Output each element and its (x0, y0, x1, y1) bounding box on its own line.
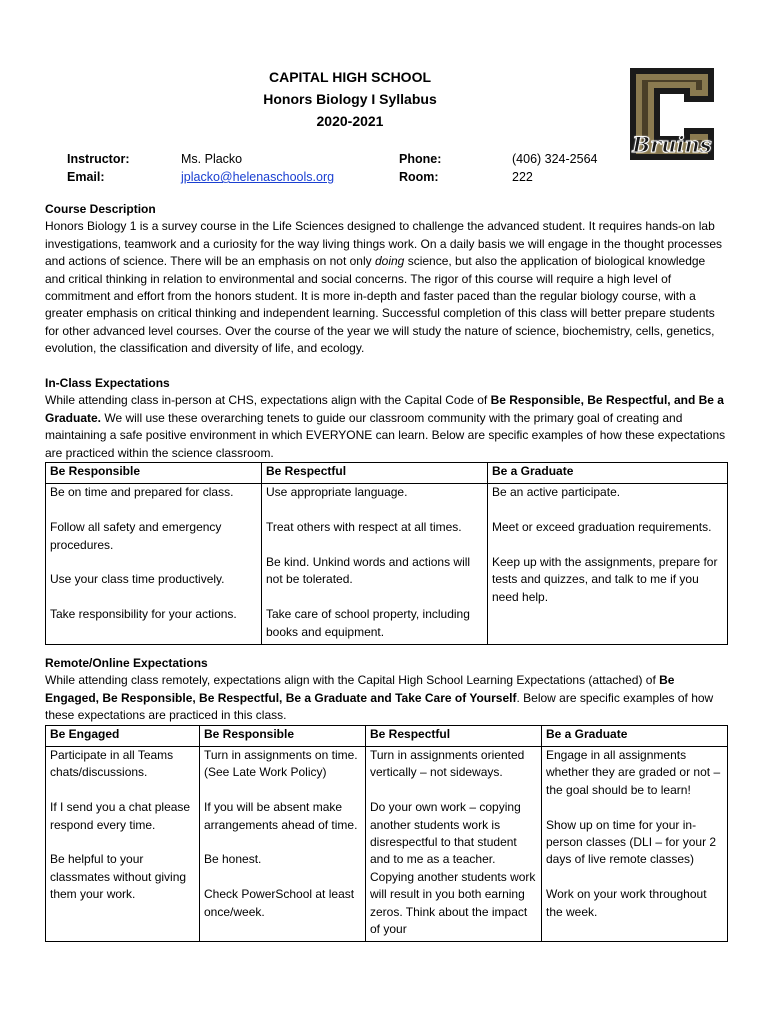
cell-text: If I send you a chat please respond every time. (50, 800, 191, 832)
bruins-logo (622, 62, 722, 164)
document-header (0, 66, 700, 132)
col-header: Be a Graduate (488, 463, 728, 484)
phone-value-col (512, 150, 597, 186)
cell-text: Be honest. (204, 852, 262, 867)
cell-text: If you will be absent make arrangements ahead of time. (204, 800, 358, 832)
be-a-graduate-cell (542, 747, 728, 942)
be-responsible-cell (46, 484, 262, 645)
remote-heading: Remote/Online Expectations (45, 656, 208, 670)
cell-text: Be kind. Unkind words and actions will not be tolerated. (266, 555, 471, 587)
instructor-name: Ms. Placko (181, 152, 243, 166)
in-class-section (45, 375, 727, 645)
course-description-section (45, 201, 727, 358)
be-respectful-cell (262, 484, 488, 645)
remote-intro: While attending class remotely, expectations align with the Capital High School Learning Expectations (attached) of Be Engaged, Be Responsible, Be Respectful, Be a Graduate and Take Care of Yourself. Below are specific examples of how these expectations are practiced in this class. (45, 673, 714, 723)
col-header: Be Responsible (200, 725, 366, 746)
remote-section (45, 655, 727, 942)
in-class-table (45, 462, 728, 645)
email-label: Email: (67, 170, 105, 184)
school-name: CAPITAL HIGH SCHOOL (268, 69, 432, 85)
course-description-heading: Course Description (45, 202, 156, 216)
cell-text: Use appropriate language. (266, 485, 408, 500)
col-header: Be Respectful (262, 463, 488, 484)
course-description-text: Honors Biology 1 is a survey course in the Life Sciences designed to challenge the advanced student. It requires hands-on lab investigations, teamwork and a curiosity for the way living things work. On a daily basis we will engage in the thought processes and actions of science. There will be an emphasis on not only doing science, but also the application of biological knowledge and critical thinking in relation to environmental and social concerns. The rigor of this course will require a high level of commitment and effort from the honors student. It is more in-depth and faster paced than the regular biology course, with a greater emphasis on critical thinking and independent learning. Successful completion of this class will better prepare students for other advanced level courses. Over the course of the year we will study the nature of science, biochemistry, cells, genetics, evolution, the classification and diversity of life, and ecology. (45, 219, 723, 356)
cell-text: Turn in assignments on time. (See Late Work Policy) (204, 748, 358, 780)
col-header: Be Respectful (366, 725, 542, 746)
room-number: 222 (512, 170, 533, 184)
cell-text: Be helpful to your classmates without giving them your work. (50, 852, 187, 902)
cell-text: Treat others with respect at all times. (266, 520, 462, 535)
email-link[interactable]: jplacko@helenaschools.org (181, 170, 335, 184)
cell-text: Show up on time for your in-person classes (DLI – for your 2 days of live remote classes) (546, 817, 717, 867)
cell-text: Take care of school property, including books and equipment. (266, 607, 470, 639)
cell-text: Engage in all assignments whether they are graded or not – the goal should be to learn! (546, 748, 721, 797)
phone-number: (406) 324-2564 (512, 152, 598, 166)
cell-text: Take responsibility for your actions. (50, 607, 237, 622)
col-header: Be Engaged (46, 725, 200, 746)
remote-body-row (46, 747, 728, 942)
cell-text: Turn in assignments oriented vertically – not sideways. (370, 748, 525, 780)
in-class-heading: In-Class Expectations (45, 376, 170, 390)
instructor-label: Instructor: (67, 152, 130, 166)
in-class-body-row (46, 484, 728, 645)
cell-text: Be on time and prepared for class. (50, 485, 234, 500)
room-label: Room: (399, 170, 439, 184)
cell-text: Meet or exceed graduation requirements. (492, 520, 712, 535)
be-a-graduate-cell (488, 484, 728, 645)
phone-label: Phone: (399, 152, 442, 166)
cell-text: Check PowerSchool at least once/week. (204, 887, 355, 919)
instructor-value-col (181, 150, 334, 186)
cell-text: Be an active participate. (492, 485, 621, 500)
be-respectful-cell (366, 747, 542, 942)
remote-table (45, 725, 728, 943)
instructor-label-col (67, 150, 130, 186)
cell-text: Participate in all Teams chats/discussions. (50, 748, 174, 780)
phone-label-col (399, 150, 441, 186)
cell-text: Work on your work throughout the week. (546, 887, 707, 919)
in-class-header-row (46, 463, 728, 484)
in-class-intro: While attending class in-person at CHS, expectations align with the Capital Code of Be Responsible, Be Respectful, and Be a Graduate. We will use these overarching tenets to guide our classroom community with the primary goal of creating and maintaining a safe positive environment in which EVERYONE can learn. Below are specific examples of how these expectations are practiced within the science classroom. (45, 393, 726, 460)
remote-header-row (46, 725, 728, 746)
course-title: Honors Biology I Syllabus (263, 91, 437, 107)
logo-text: Bruins (632, 132, 712, 157)
col-header: Be Responsible (46, 463, 262, 484)
cell-text: Do your own work – copying another students work is disrespectful to that student and to me as a teacher. Copying another students work will result in you both earning zeros. Think about the impact of your (370, 800, 536, 937)
cell-text: Keep up with the assignments, prepare for tests and quizzes, and talk to me if you need help. (492, 555, 718, 604)
be-engaged-cell (46, 747, 200, 942)
cell-text: Use your class time productively. (50, 572, 225, 587)
be-responsible-cell (200, 747, 366, 942)
school-year: 2020-2021 (316, 113, 384, 129)
col-header: Be a Graduate (542, 725, 728, 746)
cell-text: Follow all safety and emergency procedures. (50, 520, 222, 552)
